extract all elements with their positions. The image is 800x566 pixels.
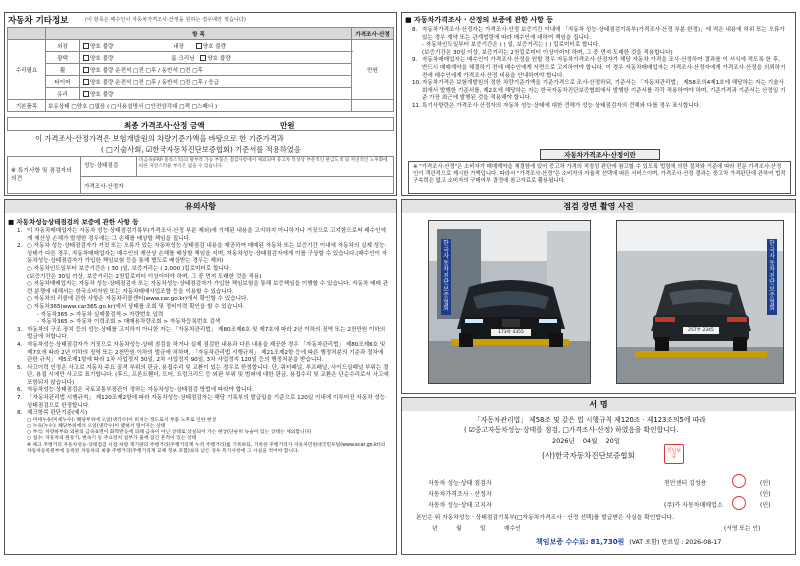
price-definition-box: ※ "가격조사·산정"은 소비자가 매매계약을 체결함에 있어 중고차 가격의 적정성 판단에 참고할 수 있도록 법령에 의한 절차와 기준에 따라 전문 가격조사·산정인이 객관적으로 제시한 가액입니다. 따라서 "가격조사·산정"은 소비자의 자율적 선택에 따른 서비스이며, 가격조사·산정 결과는 중고차 가격판단에 관하여 법적 구속력은 없고 소비자의 구매여부 결정에 참고자료로 활용됩니다.: [408, 161, 791, 194]
price-definition-title: 자동차가격조사·산정이란: [540, 149, 660, 160]
receipt-date: 년 월 일 매수인: [432, 526, 521, 532]
final-price-unit: 만원: [280, 121, 295, 130]
notice-title: ■ 자동차성능상태점검의 보증에 관한 사항 등: [8, 218, 139, 226]
checkbox[interactable]: [83, 55, 89, 61]
fee-label: 책임보증 수수료:: [536, 538, 589, 546]
notice-list: [13, 228, 393, 455]
seal-stamp: [732, 496, 746, 510]
row-name: 유리: [46, 88, 80, 100]
fee-line: [536, 537, 721, 547]
price-guarantee-section: [401, 12, 796, 196]
price-unit: 만원: [352, 40, 394, 100]
list-item: ○ 미세누유(미세누수): 해당부위에 오일(냉각수)이 비치는 정도로서 부품 노후로 인한 현상: [27, 417, 217, 423]
receipt-seal: (서명 또는 인): [724, 526, 761, 532]
fee-note: (VAT 포함) 만료일 : 2026-08-17: [629, 539, 722, 546]
row-options: 양호 불량 운전석 □전 □후 / 동반석 □전 □후: [80, 64, 352, 76]
notice-bar: 유의사항: [5, 200, 396, 213]
seal-label: (인): [760, 502, 771, 509]
law-line-1: 「자동차관리법」 제58조 및 같은 법 시행규칙 제120조 · 제123조의5에 따라: [474, 416, 706, 424]
basic-items-label: 기본품목: [8, 100, 46, 112]
row-name: 휠: [46, 64, 80, 76]
org-name: (사)한국자동차진단보증협회: [542, 451, 635, 460]
list-item: 9. 자동차매매업자는 매수인이 가격조사·산정을 원할 경우 자동차가격조사·산정자가 해당 자동차 가격을 조사·산정하여 결과를 이 서식에 적도록 한 후, 반드시 매매계약을 체결하기 전에 매수인에게 서면으로 고지하여야 합니다. 이 경우 자동차매매업자는 가격조사·산정자에게 가격조사·산정을 의뢰하기 전에 매수인에게 가격조사·산정 비용을 안내하여야 합니다.: [412, 57, 786, 79]
rear-plate: 257부 2345: [688, 328, 714, 333]
sign-date: [552, 436, 620, 445]
photo-bar: 점검 장면 촬영 사진: [402, 200, 795, 213]
checkbox[interactable]: [83, 79, 89, 85]
basis-text-2: ( □기술사회, ☑한국자동차진단보증협회) 기준서를 적용하였음: [101, 145, 301, 154]
seal-label: (인): [760, 480, 771, 487]
col-item-header: 항 목: [46, 28, 352, 40]
front-sign: 한국자동차진단보증협회: [441, 239, 451, 315]
list-item: ○ 부식: 차량하부와 외판의 금속표면이 화학반응에 의해 금속이 아닌 상태로 상실되어 가는 현상(단순히 녹슬어 있는 상태는 제외합니다): [27, 430, 312, 436]
col-price-header: 가격조사·산정: [352, 28, 394, 40]
signer-name: 천안센터 김성용: [664, 480, 707, 487]
sign-year: 2026년: [552, 437, 575, 445]
basic-info-subtitle: (이 항목은 매수인이 자동차가격조사·산정을 원하는 경우에만 적습니다): [85, 17, 246, 23]
list-item: ○ 자동차매매업자는 자동차 성능·상태점검자 또는 자동차성능·상태점검자가 가입한 책임보험을 통해 보증책임을 이행할 수 있습니다. 자동차 매매 관련 분쟁에 대해서는 한국소비자원 또는 자동차매매사업조합 등을 이용할 수 있습니다.: [27, 281, 389, 295]
list-item: 8. 체크항목 판단기준(예시): [17, 410, 88, 417]
special-row2-label: 가격조사·산정자: [84, 184, 124, 190]
signer-row: 자동차 성능·상태 고지자 (주)카 자동차매매업소 (인): [428, 502, 771, 509]
notice-section: [4, 199, 397, 555]
list-item: 3. 자동차의 구조·장치 등의 성능·상태를 고지하지 아니한 자는 「자동차관리법」 제80조제6호 및 제7호에 따라 2년 이하의 징역 또는 2천만원 이하의 벌금에 처합니다.: [17, 326, 386, 341]
rear-sign: 한국자동차진단보증협회: [767, 239, 777, 315]
org-stamp: 진단보증: [664, 444, 684, 464]
list-item: 2. ○ 자동차 성능·상태점검자가 거짓 또는 오류가 있는 자동차성능·상태점검 내용을 제공하여 매매된 자동차 또는 보증기간 이내에 자동차의 실제 성능·상태가 다른 경우, 자동차매매업자는 매수인의 재산상 손해를 배상할 책임을 지며, 자동차성능·상태점검자에게 이를 구상할 수 있습니다.(매수인이 자동차성능·상태점검자가 가입한 책임보험 등을 통해 별도로 배상받는 경우는 제외): [17, 243, 388, 265]
receipt-text: 본인은 위 자동차성능 · 상태점검기록부(□자동차가격조사 · 산정 선택)를 발급받은 사실을 확인합니다.: [416, 515, 674, 521]
seal-label: (인): [760, 491, 771, 498]
checkbox[interactable]: [83, 67, 89, 73]
checkbox[interactable]: [200, 55, 206, 61]
sign-month: 04월: [582, 437, 598, 445]
list-item: ○ 자동차의 리콜에 관한 사항은 자동차리콜센터(www.car.go.kr)에서 확인할 수 있습니다.: [27, 296, 249, 303]
price-guarantee-title: ■ 자동차가격조사 · 산정의 보증에 관한 사항 등: [405, 16, 554, 24]
list-item: ○ 침수: 자동차의 원동기, 변속기 등 주요장치 일부가 물에 잠긴 흔적이 있는 상태: [27, 436, 197, 442]
list-item: - 자동차365 > 자동차 실매물검색 > 자량번호 입력: [37, 311, 164, 318]
row-name: 타이어: [46, 76, 80, 88]
list-item: 11. 특기사항란은 가격조사·산정자의 자동차 성능·상태에 대한 견해가 성능·상태점검자의 견해와 다를 경우 표시합니다.: [412, 102, 701, 109]
front-plate: 173하 4355: [498, 330, 524, 335]
photo-section: [401, 199, 796, 394]
repair-label: 수리필요: [8, 40, 46, 100]
list-item: - 자동차인도일부터 보증기간은 ( ) 일, 보증거리는 ( ) 킬로미터로 합니다.: [422, 42, 600, 49]
list-item: 6. 자동차성능·상태점검은 국토교통부장관이 정하는 자동차성능·상태점검 방법에 따라야 합니다.: [17, 387, 254, 394]
sign-day: 20일: [605, 437, 621, 445]
checkbox[interactable]: [83, 91, 89, 97]
special-row1-label: 성능·상태점검: [84, 163, 119, 169]
list-item: (보증기간은 30일 이상, 보증거리는 2천킬로미터 이상이어야 하며, 그 중 먼저 도래한 것을 적용): [27, 273, 262, 280]
checkbox[interactable]: [196, 43, 202, 49]
basis-text: 이 가격조사·산정가격은 보험개발원의 차량기준가액을 바탕으로 한 기준가격과: [35, 134, 284, 143]
list-item: 8. 자동차가격조사·산정자는 가격조사·산정 보증기간 이내에 「자동차 성능·상태점검기록부(가격조사·산정 부분 한정)」에 적은 내용에 허위 또는 오류가 있는 경우 계약 또는 관계법령에 따라 매수인에 대하여 책임을 집니다.: [412, 27, 785, 41]
price-guarantee-list: [408, 27, 791, 111]
front-car-illustration: [429, 221, 591, 384]
law-line-2: ( ☑중고자동차성능·상태를 점검, □가격조사·산정) 하였음을 확인합니다.: [464, 426, 679, 434]
row-name: 광택: [46, 52, 80, 64]
list-item: (보증기간은 30일 이상, 보증거리는 2천킬로미터 이상이어야 하며, 그 중 먼저 도래한 것을 적용합니다): [422, 49, 673, 56]
list-item: 5. 사고이력 인정은 사고로 자동차 주요 골격 부위의 판금, 용접수리 및 교환이 있는 경우로 한정합니다. 단, 쿼터패널, 루프패널, 사이드실패널 부위는 절단, 용접 시에만 사고로 표기합니다. (후드, 프론트휀더, 도어, 트렁크리드 등 외판 부위 및 범퍼에 대한 판금, 용접수리 및 교환은 단순수리로서 사고에 포함되지 않습니다): [17, 364, 389, 386]
rear-inspection-photo: [616, 220, 784, 384]
list-item: - 자동차365 > 자동차 이력조회 > 매매용차량조회 > 자동차등록번호 검색: [37, 319, 221, 326]
basic-info-section: [4, 12, 397, 196]
signer-row: 자동차가격조사 · 산정자 (인): [428, 491, 771, 498]
special-row1-text: 비금속(FRP 플라스틱)의 탈부착 가능 부품은 점검사항에서 제외되며 중고차 특성상 부분적인 판금도색 및 자연적인 노후화에 따른 자연스러운 부식은 없을 수 있습니다.: [139, 158, 388, 169]
signature-section: [401, 397, 796, 555]
list-item: ※ 체크 주행거리 자동차성능·상태점검 시점 차량 계기판의 주행거리(주행거리계 누적 주행거리)를 기록하되, 기록한 주행거리가 자동차민원대국민포털(www.ecar.go.kr)의 자동차등록원부에 등록된 자동차의 최종 주행거리(주행거리계 교체 정보 포함)보다 낮은 경우 특기사항에 그 사실을 적어야 합니다.: [27, 442, 386, 454]
front-inspection-photo: [428, 220, 591, 384]
special-notes: [7, 156, 394, 194]
basic-info-table: [7, 27, 394, 112]
row-options: 양호 불량 운전석 □전 □후 / 동반석 □전 □후 / 응급: [80, 76, 352, 88]
special-label: ※ 특기사항 및 점검자의 의견: [11, 168, 72, 182]
basic-info-title: 자동차 기타정보: [8, 16, 69, 26]
row-name: 외장: [46, 40, 80, 52]
final-price-label: 최종 가격조사·산정 금액: [124, 121, 205, 130]
seal-stamp: [732, 474, 746, 488]
final-price-row: [7, 117, 394, 131]
list-item: 1. 이 자동차매매업자는 자동차 성능·상태점검기록부(가격조사·산정 부분 제외)에 기재된 내용을 고지하지 아니하거나 거짓으로 고지함으로써 매수인에게 재산상 손해가 발생한 경우에는 그 손해를 배상할 책임을 집니다.: [17, 228, 386, 242]
checkbox[interactable]: [83, 43, 89, 49]
list-item: 10. 자동차가격은 보험개발원의 정한 차량기준가액을 기준가격으로 조사·산정하되, 기준서는 「자동차관리법」 제58조의4제1호에 해당하는 자는 기술사회에서 발행한 기준서를, 제2호에 해당하는 자는 한국자동차진단보증협회에서 발행한 기준서를 각각 적용하여야 하며, 기준가격과 기준서는 산정일 기준 가장 최근에 발행된 것을 적용해야 합니다.: [412, 80, 786, 102]
list-item: 4. 자동차성능·상태점검자가 거짓으로 자동차성능·상태 점검을 하거나 실제 점검한 내용과 다른 내용을 제공한 경우 「자동차관리법」 제80조제6호 및 제7호에 따라 2년 이하의 징역 또는 2천만원 이하의 벌금에 처하며, 「자동차관리법 시행규칙」 제21조제2항 등에 따른 행정처분의 기준과 절차에 관한 규칙」 제5조제1항에 따라 1차 사업정지 30일, 2차 사업정지 90일, 3차 사업정지 120일 등의 행정처분을 받습니다.: [17, 341, 386, 364]
rear-car-illustration: [617, 221, 784, 384]
signer-row: 자동차 성능·상태 점검자 천안센터 김성용 (인): [428, 480, 771, 487]
list-item: ○ 자동차365(www.car365.go.kr)에서 상태를 조회 및 정비이력 확인을 할 수 있습니다.: [27, 303, 245, 310]
list-item: ○ 누유(누수): 해당부위에서 오일(냉각수)이 맺혀서 떨어지는 상태: [27, 424, 166, 430]
row-options: 양호 불량 룸 크리닝 양호 불량: [80, 52, 352, 64]
signer-name: (주)카 자동차매매업소: [664, 502, 723, 509]
list-item: 7. 「자동차관리법 시행규칙」 제120조제2항에 따라 자동차성능·상태점검자는 해당 기록부의 발급일을 기준으로 120일 이내에 이루어진 자동차 성능·상태점검으로 한정합니다.: [17, 395, 387, 409]
row-options: 양호 불량: [80, 88, 352, 100]
basic-items-options: 보유상태 □양호 □없음 ( □사용설명서 □안전삼각대 □잭 □스패너 ): [46, 100, 352, 112]
list-item: ○ 자동차인도일부터 보증기간은 ( 30 )일, 보증거리는 ( 2,000 )킬로미터로 합니다.: [27, 265, 231, 272]
signature-bar: 서 명: [402, 398, 795, 411]
fee-value: 81,730원: [590, 538, 625, 546]
row-options: 양호 불량 내장 양호 불량: [80, 40, 352, 52]
